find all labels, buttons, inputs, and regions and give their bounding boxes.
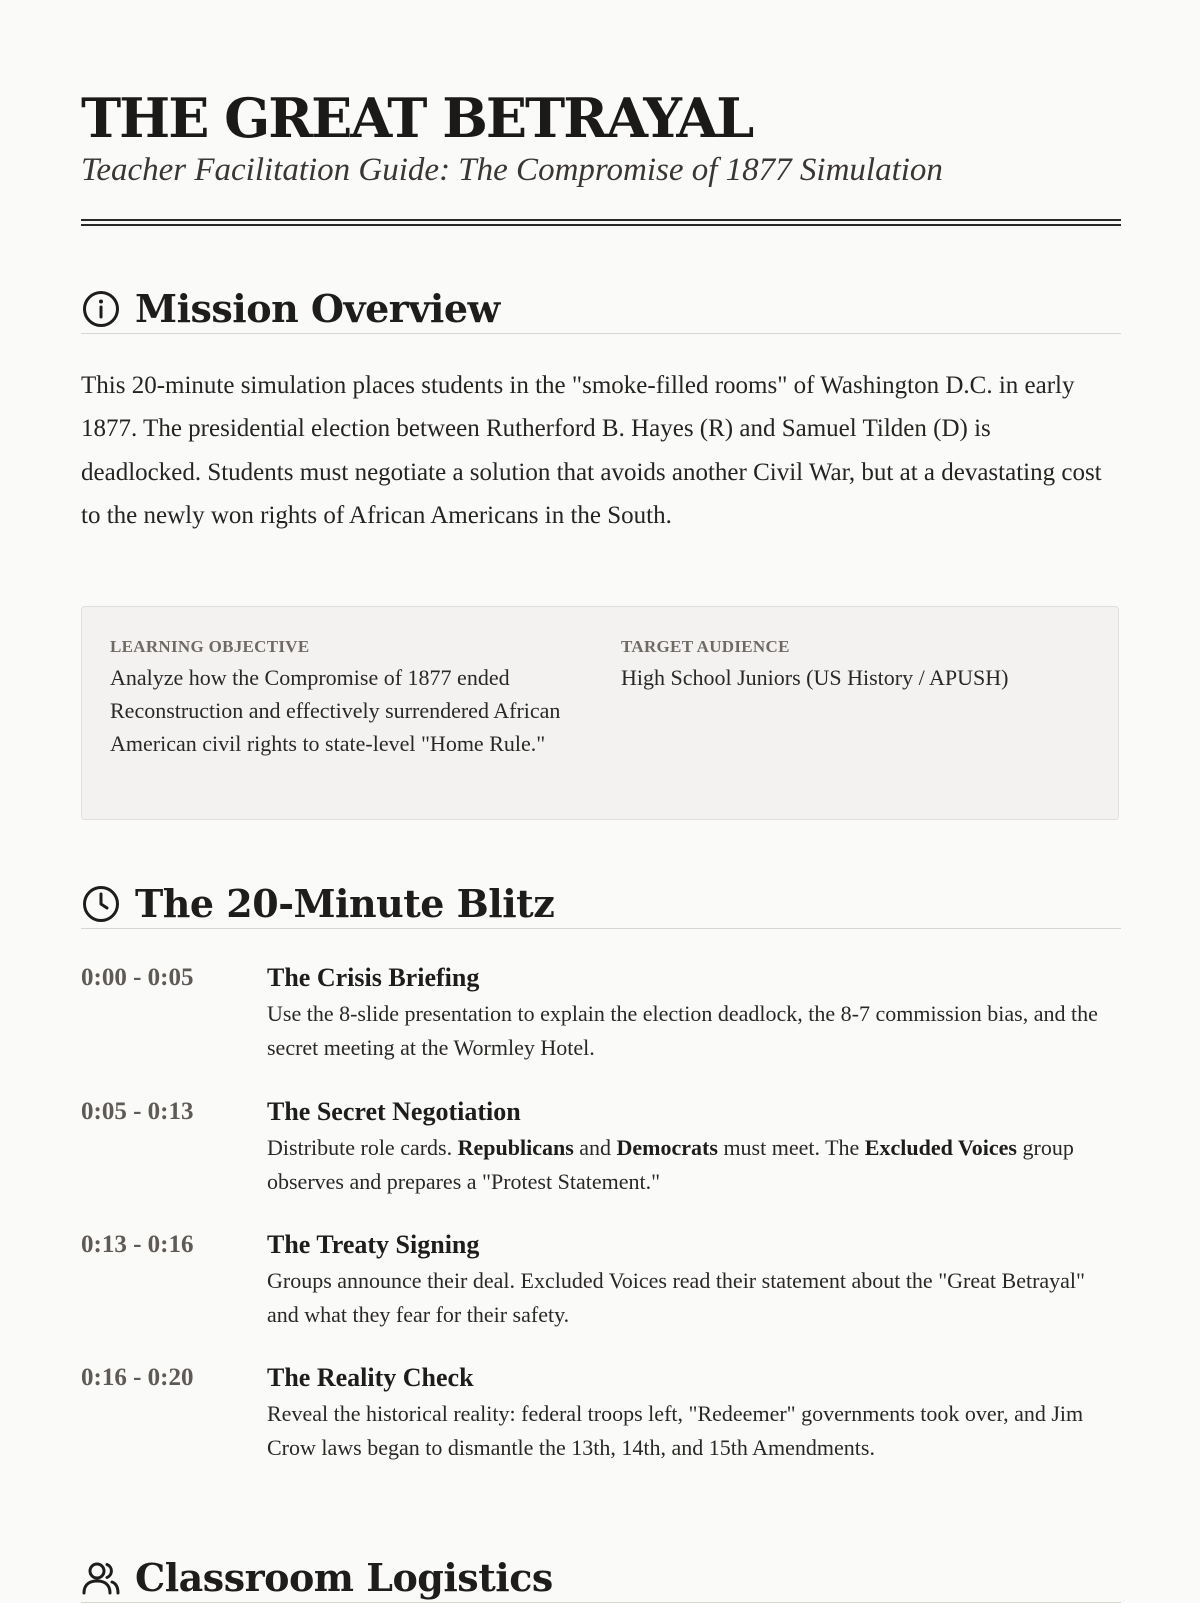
learning-objective-block — [110, 637, 580, 760]
timeline-time: 0:05 - 0:13 — [81, 1098, 194, 1125]
target-audience-text: High School Juniors (US History / APUSH) — [621, 665, 1009, 690]
timeline-step — [267, 962, 1117, 1064]
step-description-text: and — [573, 1135, 617, 1160]
role-excluded-voices: Excluded Voices — [864, 1135, 1017, 1160]
step-description: Groups announce their deal. Excluded Voices read their statement about the "Great Betrayal" and what they fear for their safety. — [267, 1268, 1086, 1327]
overview-paragraph: This 20-minute simulation places students in the "smoke-filled rooms" of Washington D.C. in early 1877. The presidential election between Rutherford B. Hayes (R) and Samuel Tilden (D) is deadlocked. Students must negotiate a solution that avoids another Civil War, but at a devastating cost to the newly won rights of African Americans in the South. — [81, 372, 1102, 530]
role-democrats: Democrats — [616, 1135, 718, 1160]
step-title: The Crisis Briefing — [267, 963, 480, 992]
target-audience-label: TARGET AUDIENCE — [621, 637, 790, 656]
step-description — [267, 1131, 1117, 1198]
page-title: THE GREAT BETRAYAL — [81, 86, 753, 150]
section-title-logistics: Classroom Logistics — [135, 1555, 553, 1600]
section-header-blitz — [81, 880, 1121, 929]
step-description-text: must meet. The — [717, 1135, 865, 1160]
timeline-time: 0:16 - 0:20 — [81, 1364, 194, 1391]
section-title-mission-overview: Mission Overview — [135, 286, 500, 331]
timeline-step — [267, 1362, 1117, 1464]
section-header-logistics — [81, 1554, 1121, 1603]
step-description: Use the 8-slide presentation to explain the election deadlock, the 8-7 commission bias, and the secret meeting at the Wormley Hotel. — [267, 1001, 1098, 1060]
timeline-time: 0:00 - 0:05 — [81, 964, 194, 991]
users-icon — [81, 1558, 121, 1598]
learning-objective-label: LEARNING OBJECTIVE — [110, 637, 310, 656]
learning-objective-text: Analyze how the Compromise of 1877 ended Reconstruction and effectively surrendered African American civil rights to state-level "Home Rule." — [110, 665, 561, 756]
step-title: The Secret Negotiation — [267, 1097, 521, 1126]
step-title: The Reality Check — [267, 1363, 474, 1392]
section-header-mission-overview — [81, 285, 1121, 334]
target-audience-block — [621, 637, 1091, 694]
timeline-time: 0:13 - 0:16 — [81, 1231, 194, 1258]
step-description-text: Distribute role cards. — [267, 1135, 458, 1160]
timeline-step — [267, 1229, 1117, 1331]
info-card — [81, 606, 1119, 820]
section-title-blitz: The 20-Minute Blitz — [135, 881, 555, 926]
step-description: Reveal the historical reality: federal troops left, "Redeemer" governments took over, and Jim Crow laws began to dismantle the 13th, 14th, and 15th Amendments. — [267, 1401, 1084, 1460]
clock-icon — [81, 884, 121, 924]
role-republicans: Republicans — [457, 1135, 574, 1160]
step-title: The Treaty Signing — [267, 1230, 480, 1259]
info-circle-icon — [81, 289, 121, 329]
timeline-step — [267, 1096, 1117, 1198]
step-description-text: group observes and prepares a "Protest Statement." — [267, 1135, 1074, 1194]
title-divider — [81, 219, 1121, 226]
page-subtitle: Teacher Facilitation Guide: The Compromise of 1877 Simulation — [81, 152, 943, 188]
